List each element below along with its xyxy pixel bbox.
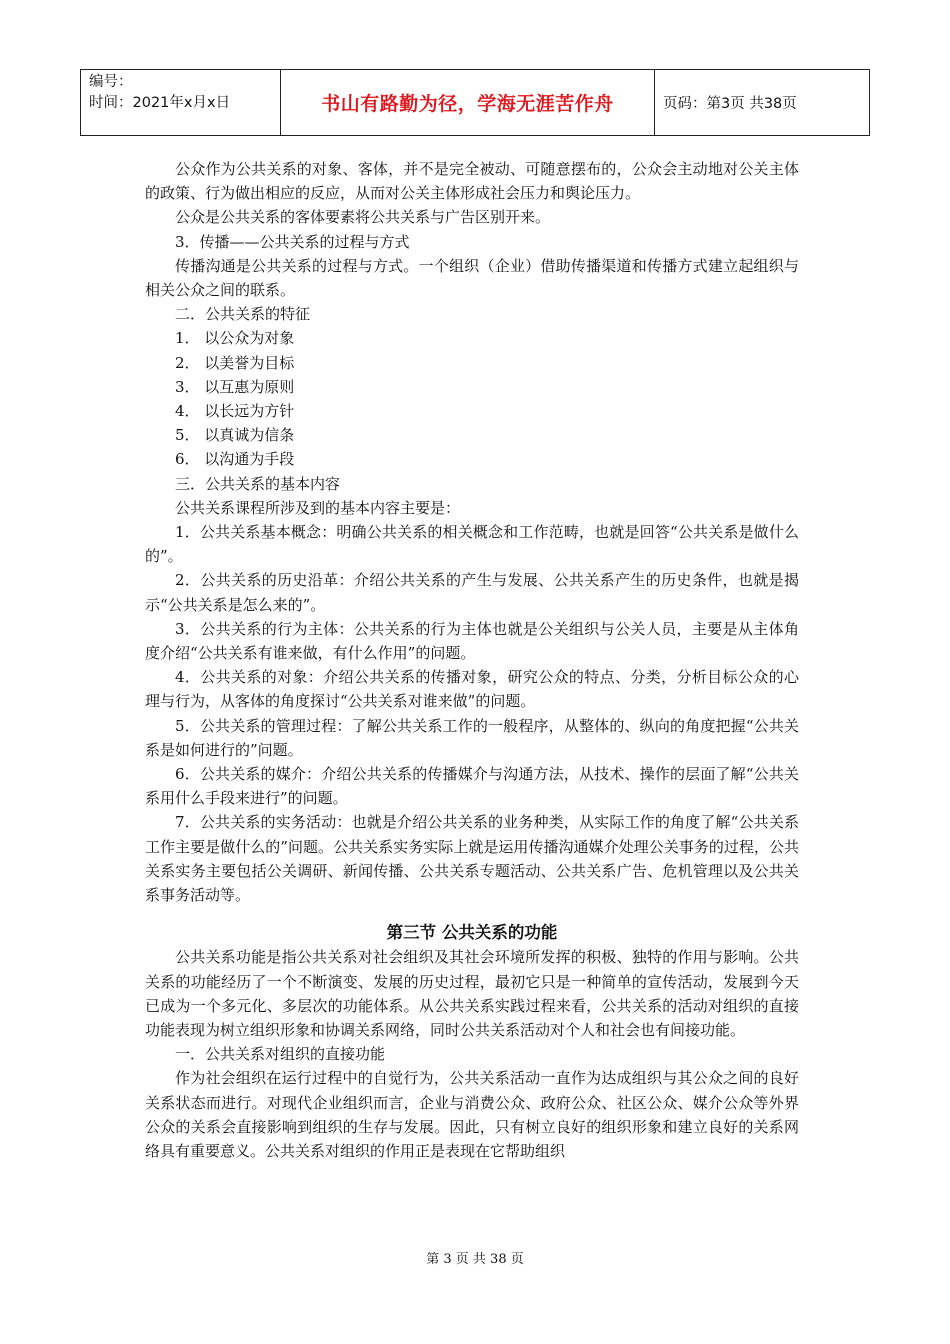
paragraph: 3．公共关系的行为主体：公共关系的行为主体也就是公关组织与公关人员，主要是从主体角度介绍“公共关系有谁来做，有什么作用”的问题。 — [145, 619, 799, 663]
list-item: 3． 以互惠为原则 — [175, 377, 295, 396]
section-title: 第三节 公共关系的功能 — [386, 923, 558, 943]
paragraph: 作为社会组织在运行过程中的自觉行为，公共关系活动一直作为达成组织与其公众之间的良好关系状态而进行。对现代企业组织而言，企业与消费公众、政府公众、社区公众、媒介公众等外界公众的关系会直接影响到组织的生存与发展。因此，只有树立良好的组织形象和建立良好的关系网络具有重要意义。公共关系对组织的作用正是表现在它帮助组织 — [145, 1069, 799, 1160]
list-item: 4． 以长远为方针 — [175, 402, 295, 421]
serial-label: 编号： — [89, 74, 133, 90]
paragraph: 1．公共关系基本概念：明确公共关系的相关概念和工作范畴，也就是回答“公共关系是做什么的”。 — [145, 523, 799, 566]
time-label: 时间：2021年x月x日 — [89, 95, 231, 111]
paragraph: 公共关系课程所涉及到的基本内容主要是： — [175, 498, 461, 517]
paragraph: 7．公共关系的实务活动：也就是介绍公共关系的业务种类，从实际工作的角度了解“公共关系工作主要是做什么的”问题。公共关系实务实际上就是运用传播沟通媒介处理公关事务的过程，公共关系实务主要包括公关调研、新闻传播、公共关系专题活动、公共关系广告、危机管理以及公共关系事务活动等。 — [145, 813, 799, 905]
page-info: 页码：第3页 共38页 — [663, 96, 797, 112]
header-table — [80, 69, 870, 136]
paragraph: 4．公共关系的对象：介绍公共关系的传播对象，研究公众的特点、分类，分析目标公众的心理与行为，从客体的角度探讨“公共关系对谁来做”的问题。 — [145, 668, 799, 711]
paragraph: 2．公共关系的历史沿革：介绍公共关系的产生与发展、公共关系产生的历史条件，也就是揭示“公共关系是怎么来的”。 — [145, 571, 799, 614]
subheading: 一．公共关系对组织的直接功能 — [175, 1045, 386, 1064]
motto: 书山有路勤为径，学海无涯苦作舟 — [281, 70, 655, 135]
subheading: 三．公共关系的基本内容 — [175, 474, 341, 493]
paragraph: 公众作为公共关系的对象、客体，并不是完全被动、可随意摆布的，公众会主动地对公关主体的政策、行为做出相应的反应，从而对公关主体形成社会压力和舆论压力。 — [145, 160, 799, 203]
document-body — [145, 157, 799, 1163]
subheading: 二．公共关系的特征 — [175, 305, 311, 324]
paragraph: 公众是公共关系的客体要素将公共关系与广告区别开来。 — [175, 208, 551, 227]
list-item: 2． 以美誉为目标 — [175, 353, 295, 372]
subheading: 3．传播——公共关系的过程与方式 — [175, 232, 410, 251]
page-footer: 第 3 页 共 38 页 — [426, 1252, 524, 1267]
header-left-cell — [81, 70, 281, 135]
paragraph: 5．公共关系的管理过程：了解公共关系工作的一般程序，从整体的、纵向的角度把握“公共关系是如何进行的”问题。 — [145, 716, 799, 759]
paragraph: 传播沟通是公共关系的过程与方式。一个组织（企业）借助传播渠道和传播方式建立起组织与相关公众之间的联系。 — [145, 256, 799, 300]
list-item: 5． 以真诚为信条 — [175, 426, 295, 445]
list-item: 6． 以沟通为手段 — [175, 450, 295, 469]
paragraph: 6．公共关系的媒介：介绍公共关系的传播媒介与沟通方法，从技术、操作的层面了解“公共关系用什么手段来进行”的问题。 — [145, 765, 799, 808]
paragraph: 公共关系功能是指公共关系对社会组织及其社会环境所发挥的积极、独特的作用与影响。公共关系的功能经历了一个不断演变、发展的历史过程，最初它只是一种简单的宣传活动，发展到今天已成为一个多元化、多层次的功能体系。从公共关系实践过程来看，公共关系的活动对组织的直接功能表现为树立组织形象和协调关系网络，同时公共关系活动对个人和社会也有间接功能。 — [145, 948, 799, 1039]
list-item: 1． 以公众为对象 — [175, 329, 295, 348]
